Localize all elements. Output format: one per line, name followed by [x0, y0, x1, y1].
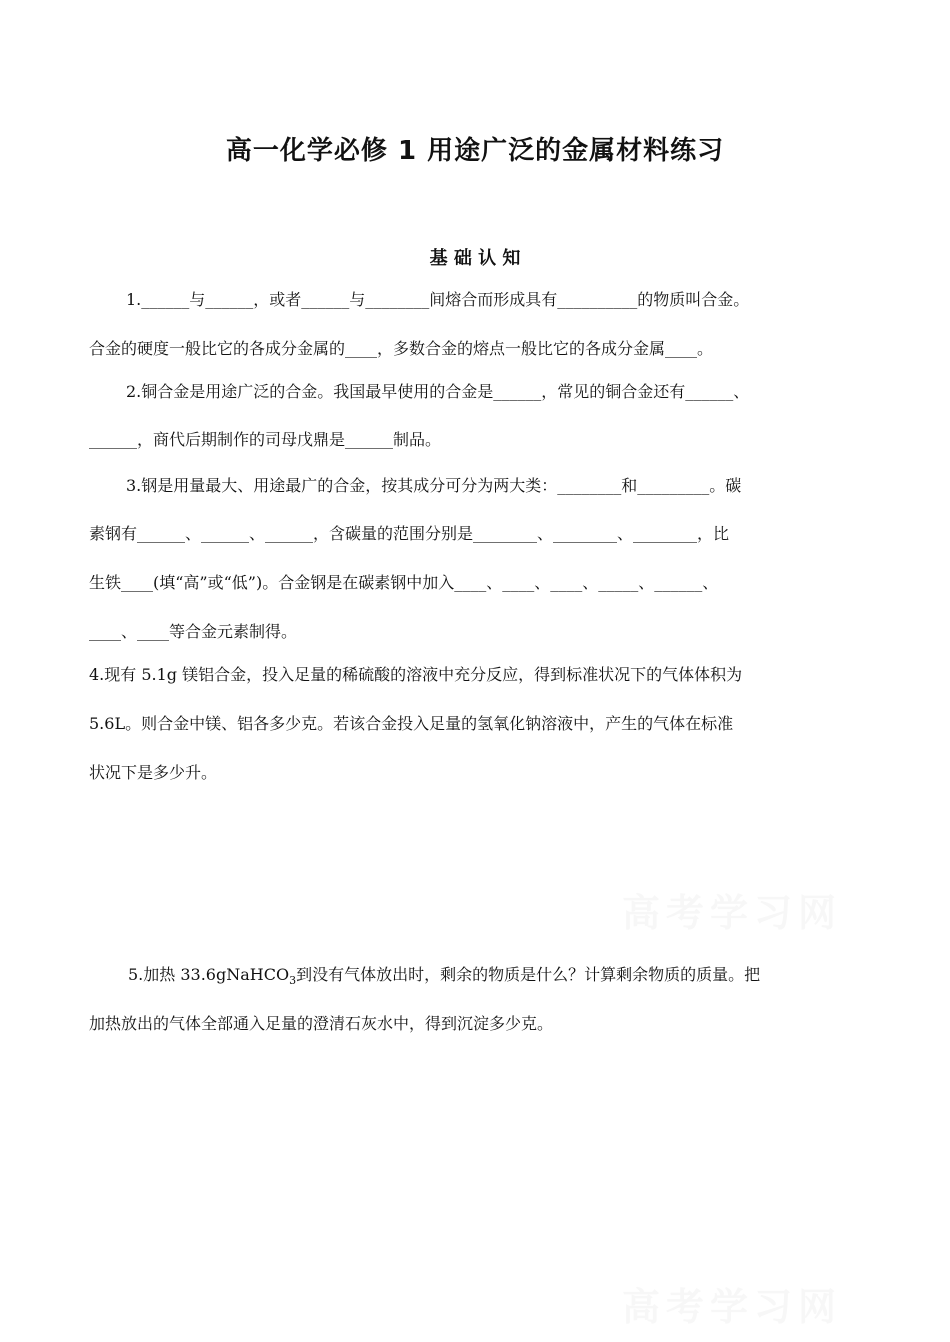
q1-line2: 合金的硬度一般比它的各成分金属的____，多数合金的熔点一般比它的各成分金属____。 — [89, 339, 714, 358]
q3-line2: 素钢有______、______、______，含碳量的范围分别是________、________、________，比 — [89, 524, 730, 543]
q2-line2: ______，商代后期制作的司母戊鼎是______制品。 — [89, 430, 442, 449]
q3-line1: 3.钢是用量最大、用途最广的合金，按其成分可分为两大类：________和_________。碳 — [126, 476, 742, 495]
watermark-top: 高考学习网 — [622, 890, 843, 935]
q3-line3: 生铁____(填“高”或“低”)。合金钢是在碳素钢中加入____、____、____、_____、______、 — [89, 573, 719, 592]
q5-line1-start: 5.加热 33.6gNaHCO — [128, 965, 290, 984]
section-heading: 基 础 认 知 — [429, 248, 521, 269]
q5-line2: 加热放出的气体全部通入足量的澄清石灰水中，得到沉淀多少克。 — [89, 1014, 554, 1033]
q4-line1: 4.现有 5.1g 镁铝合金，投入足量的稀硫酸的溶液中充分反应，得到标准状况下的气体体积为 — [89, 665, 743, 684]
q5-subscript: 3 — [289, 974, 297, 988]
q5-line1 — [128, 964, 760, 986]
q1-line1: 1.______与______，或者______与________间熔合而形成具有__________的物质叫合金。 — [126, 290, 750, 309]
q2-line1: 2.铜合金是用途广泛的合金。我国最早使用的合金是______，常见的铜合金还有______、 — [126, 382, 750, 401]
watermark-bottom: 高考学习网 — [622, 1284, 843, 1329]
q4-line3: 状况下是多少升。 — [89, 763, 218, 782]
q3-line4: ____、____等合金元素制得。 — [89, 622, 298, 641]
page-title: 高一化学必修 1 用途广泛的金属材料练习 — [225, 136, 725, 166]
q5-line1-end: 到没有气体放出时，剩余的物质是什么？计算剩余物质的质量。把 — [296, 965, 761, 984]
q4-line2: 5.6L。则合金中镁、铝各多少克。若该合金投入足量的氢氧化钠溶液中，产生的气体在标准 — [89, 714, 734, 733]
